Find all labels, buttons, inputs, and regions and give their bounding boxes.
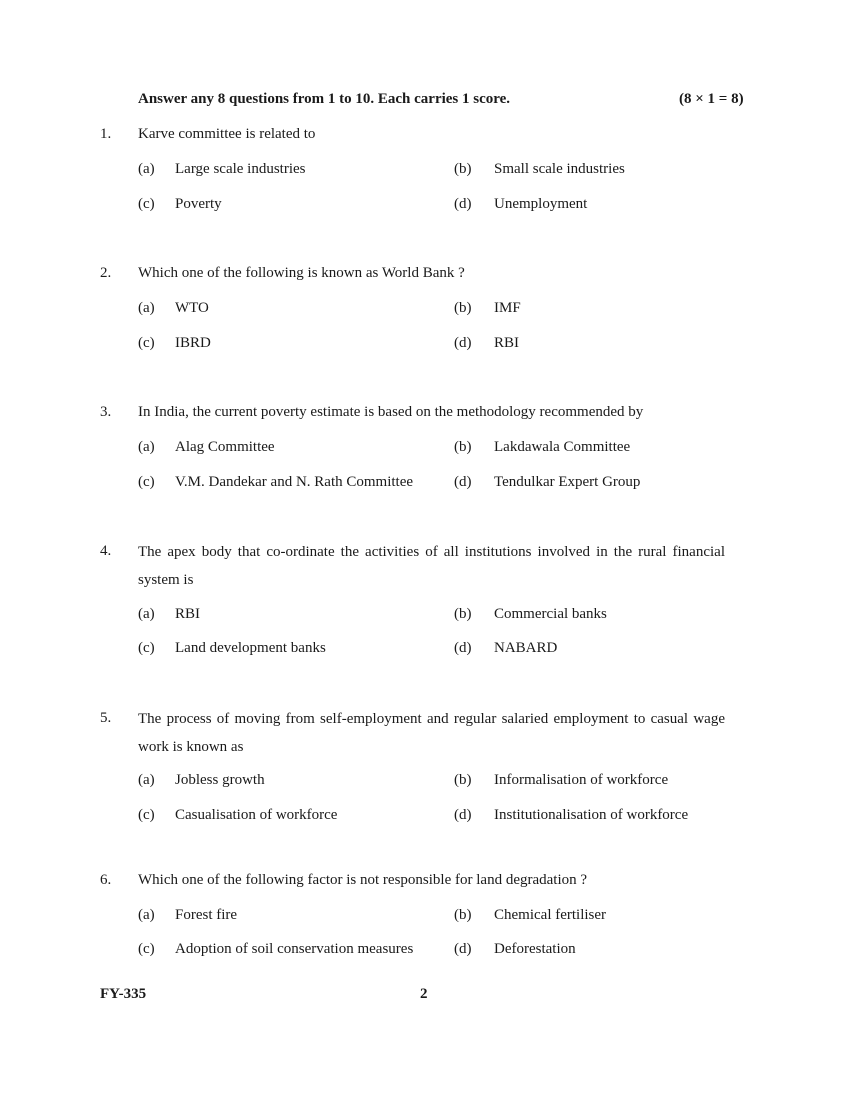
option-label: (b) [454,439,472,455]
option-label: (a) [138,772,155,788]
option-label: (c) [138,807,155,823]
option-label: (d) [454,941,472,957]
option-text: Small scale industries [494,161,625,177]
option-text: Unemployment [494,196,588,212]
option-text: Tendulkar Expert Group [494,474,641,490]
option-text: Informalisation of workforce [494,772,669,788]
option-label: (a) [138,439,155,455]
option-label: (d) [454,807,472,823]
option-label: (d) [454,640,472,656]
option-label: (c) [138,196,155,212]
option-text: Lakdawala Committee [494,439,631,455]
option-text: IMF [494,300,521,316]
option-text: Institutionalisation of workforce [494,807,689,823]
option-text: Casualisation of workforce [175,807,338,823]
option-label: (d) [454,196,472,212]
option-text: Commercial banks [494,606,607,622]
option-text: Jobless growth [175,772,265,788]
option-text: Forest fire [175,907,238,923]
option-label: (c) [138,640,155,656]
option-label: (d) [454,335,472,351]
option-label: (a) [138,161,155,177]
question-number: 6. [100,872,112,888]
option-text: Alag Committee [175,439,275,455]
option-text: Large scale industries [175,161,306,177]
question-number: 2. [100,265,112,281]
option-label: (b) [454,300,472,316]
option-label: (b) [454,606,472,622]
question-text: The apex body that co-ordinate the activities of all institutions involved in the rural financial system is [138,544,725,588]
question-number: 1. [100,126,112,142]
option-text: RBI [175,606,201,622]
option-text: Land development banks [175,640,326,656]
option-label: (a) [138,907,155,923]
instruction-text: Answer any 8 questions from 1 to 10. Each carries 1 score. [138,91,511,107]
question-text: The process of moving from self-employment and regular salaried employment to casual wage work is known as [138,711,725,755]
question-text: In India, the current poverty estimate is based on the methodology recommended by [138,404,644,420]
option-label: (c) [138,941,155,957]
option-text: Poverty [175,196,222,212]
option-text: Adoption of soil conservation measures [175,941,414,957]
option-text: IBRD [175,335,211,351]
question-text: Karve committee is related to [138,126,316,142]
option-text: Deforestation [494,941,576,957]
option-label: (c) [138,474,155,490]
question-text: Which one of the following is known as World Bank ? [138,265,465,281]
page-number: 2 [420,986,428,1002]
question-text: Which one of the following factor is not responsible for land degradation ? [138,872,588,888]
option-label: (b) [454,161,472,177]
question-number: 3. [100,404,112,420]
option-label: (b) [454,907,472,923]
score-note: (8 × 1 = 8) [679,91,744,107]
option-label: (a) [138,300,155,316]
option-text: NABARD [494,640,558,656]
option-label: (c) [138,335,155,351]
option-text: V.M. Dandekar and N. Rath Committee [175,474,414,490]
option-text: WTO [175,300,209,316]
paper-code: FY-335 [100,986,147,1002]
option-label: (b) [454,772,472,788]
option-label: (a) [138,606,155,622]
option-text: RBI [494,335,520,351]
question-number: 4. [100,543,112,559]
option-label: (d) [454,474,472,490]
option-text: Chemical fertiliser [494,907,607,923]
question-number: 5. [100,710,112,726]
